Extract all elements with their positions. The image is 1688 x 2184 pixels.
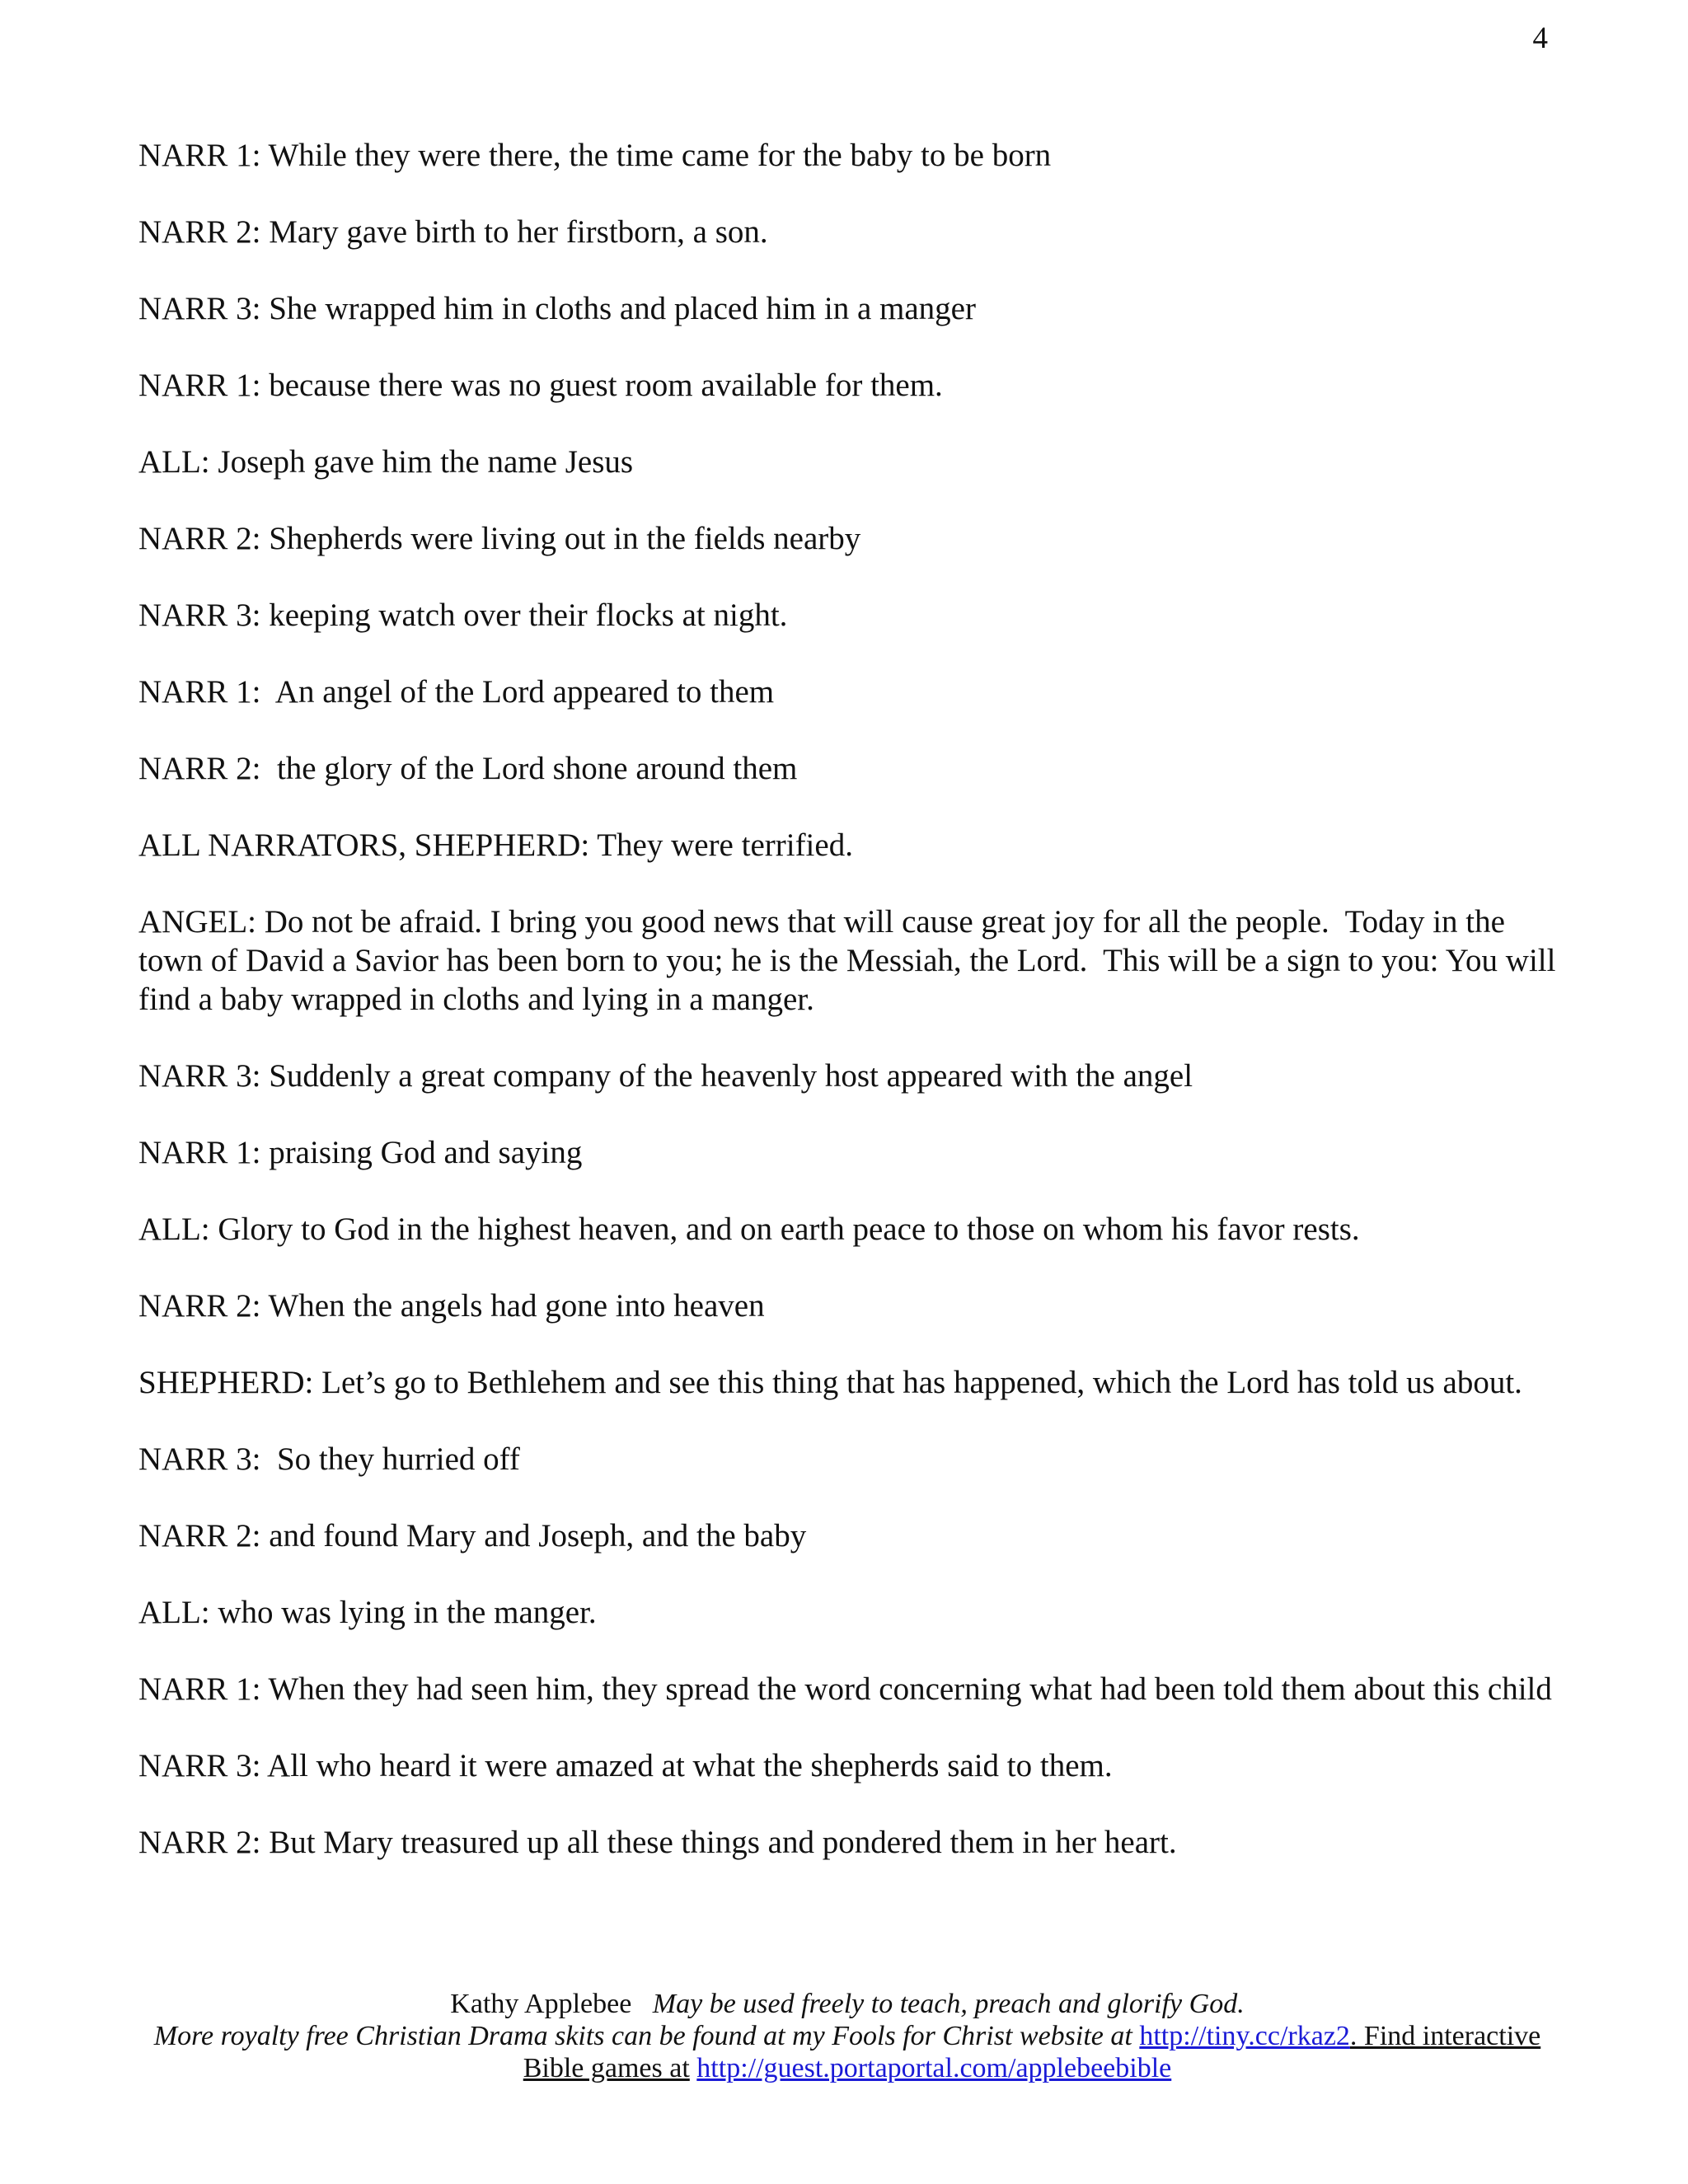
script-line: NARR 1: because there was no guest room available for them. (138, 368, 943, 403)
footer-license: May be used freely to teach, preach and glorify God. (652, 1989, 1245, 2019)
script-line: ALL: Glory to God in the highest heaven, and on earth peace to those on whom his favor rests. (138, 1212, 1360, 1247)
script-line: NARR 2: Shepherds were living out in the fields nearby (138, 521, 861, 556)
script-line: NARR 2: and found Mary and Joseph, and the baby (138, 1518, 807, 1554)
script-line: SHEPHERD: Let’s go to Bethlehem and see this thing that has happened, which the Lord has told us about. (138, 1365, 1522, 1400)
website-link[interactable]: http://tiny.cc/rkaz2 (1139, 2021, 1350, 2051)
script-line: ALL NARRATORS, SHEPHERD: They were terrified. (138, 827, 853, 863)
script-line: NARR 1: An angel of the Lord appeared to them (138, 674, 775, 710)
script-line: NARR 3: All who heard it were amazed at what the shepherds said to them. (138, 1748, 1113, 1783)
footer-bible-games-text: Bible games at (523, 2053, 690, 2083)
page-number: 4 (1532, 21, 1548, 55)
footer-line-2 (138, 2020, 1556, 2052)
script-line: NARR 3: So they hurried off (138, 1441, 520, 1477)
script-line: NARR 3: Suddenly a great company of the heavenly host appeared with the angel (138, 1058, 1193, 1094)
script-line: NARR 3: She wrapped him in cloths and placed him in a manger (138, 291, 976, 326)
script-line: NARR 1: praising God and saying (138, 1135, 583, 1170)
script-line: NARR 1: While they were there, the time came for the baby to be born (138, 138, 1052, 173)
games-link[interactable]: http://guest.portaportal.com/applebeebible (696, 2053, 1172, 2083)
footer-line-3 (138, 2052, 1556, 2084)
footer-author: Kathy Applebee (450, 1989, 632, 2019)
script-line: NARR 2: When the angels had gone into heaven (138, 1288, 765, 1324)
script-line: ALL: who was lying in the manger. (138, 1595, 597, 1630)
footer-find-text: . Find interactive (1349, 2021, 1541, 2051)
footer (138, 1988, 1556, 2084)
footer-more-text: More royalty free Christian Drama skits can be found at my Fools for Christ website at (153, 2021, 1132, 2051)
script-line: NARR 3: keeping watch over their flocks at night. (138, 598, 788, 633)
script-body (138, 136, 1564, 1900)
script-line: NARR 2: Mary gave birth to her firstborn, a son. (138, 214, 768, 250)
script-line: ANGEL: Do not be afraid. I bring you good news that will cause great joy for all the people. Today in the town of David a Savior has been born to you; he is the Messiah, the Lord. This will be a sign to you: You will find a baby wrapped in cloths and lying in a manger. (138, 904, 1564, 1017)
script-line: ALL: Joseph gave him the name Jesus (138, 444, 634, 480)
footer-line-1 (138, 1988, 1556, 2020)
script-line: NARR 2: But Mary treasured up all these things and pondered them in her heart. (138, 1825, 1177, 1860)
script-line: NARR 2: the glory of the Lord shone around them (138, 751, 798, 786)
script-line: NARR 1: When they had seen him, they spread the word concerning what had been told them about this child (138, 1671, 1552, 1707)
